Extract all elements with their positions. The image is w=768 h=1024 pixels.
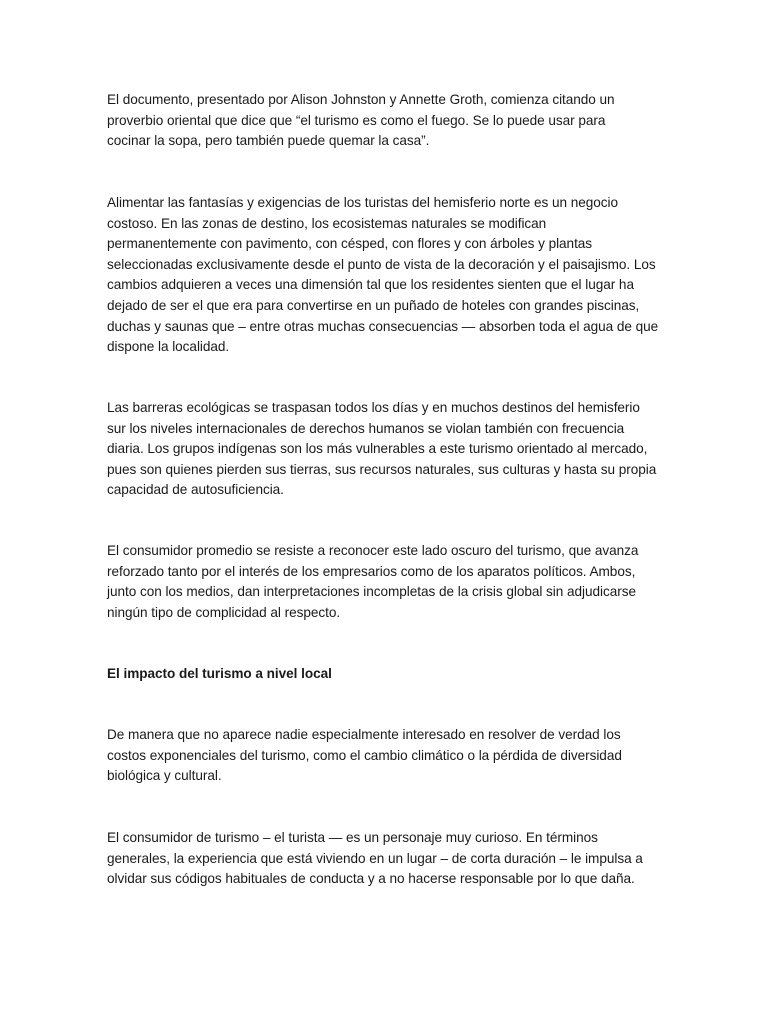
- paragraph-proverb: El documento, presentado por Alison Johnston y Annette Groth, comienza citando un proverbio oriental que dice que “el turismo es como el fuego. Se lo puede usar para cocinar la sopa, pero también puede quemar la casa”.: [107, 92, 615, 149]
- paragraph-fantasies: Alimentar las fantasías y exigencias de los turistas del hemisferio norte es un negocio costoso. En las zonas de destino, los ecosistemas naturales se modifican permanentemente con pavimento, con césped, con flores y con árboles y plantas seleccionadas exclusivamente desde el punto de vista de la decoración y el paisajismo. Los cambios adquieren a veces una dimensión tal que los residentes sienten que el lugar ha dejado de ser el que era para convertirse en un puñado de hoteles con grandes piscinas, duchas y saunas que – entre otras muchas consecuencias — absorben toda el agua de que dispone la localidad.: [107, 195, 659, 355]
- paragraph-tourist-consumer: El consumidor de turismo – el turista — es un personaje muy curioso. En términos generales, la experiencia que está viviendo en un lugar – de corta duración – le impulsa a olvidar sus códigos habituales de conducta y a no hacerse responsable por lo que daña.: [107, 830, 643, 887]
- paragraph-average-consumer: El consumidor promedio se resiste a reconocer este lado oscuro del turismo, que avanza reforzado tanto por el interés de los empresarios como de los aparatos políticos. Ambos, junto con los medios, dan interpretaciones incompletas de la crisis global sin adjudicarse ningún tipo de complicidad al respecto.: [107, 543, 639, 620]
- section-heading: El impacto del turismo a nivel local: [107, 666, 332, 681]
- paragraph-ecological-barriers: Las barreras ecológicas se traspasan todos los días y en muchos destinos del hemisferio sur los niveles internacionales de derechos humanos se violan también con frecuencia diaria. Los grupos indígenas son los más vulnerables a este turismo orientado al mercado, pues son quienes pierden sus tierras, sus recursos naturales, sus culturas y hasta su propia capacidad de autosuficiencia.: [107, 400, 657, 498]
- paragraph-exponential-costs: De manera que no aparece nadie especialmente interesado en resolver de verdad los costos exponenciales del turismo, como el cambio climático o la pérdida de diversidad biológica y cultural.: [107, 727, 622, 784]
